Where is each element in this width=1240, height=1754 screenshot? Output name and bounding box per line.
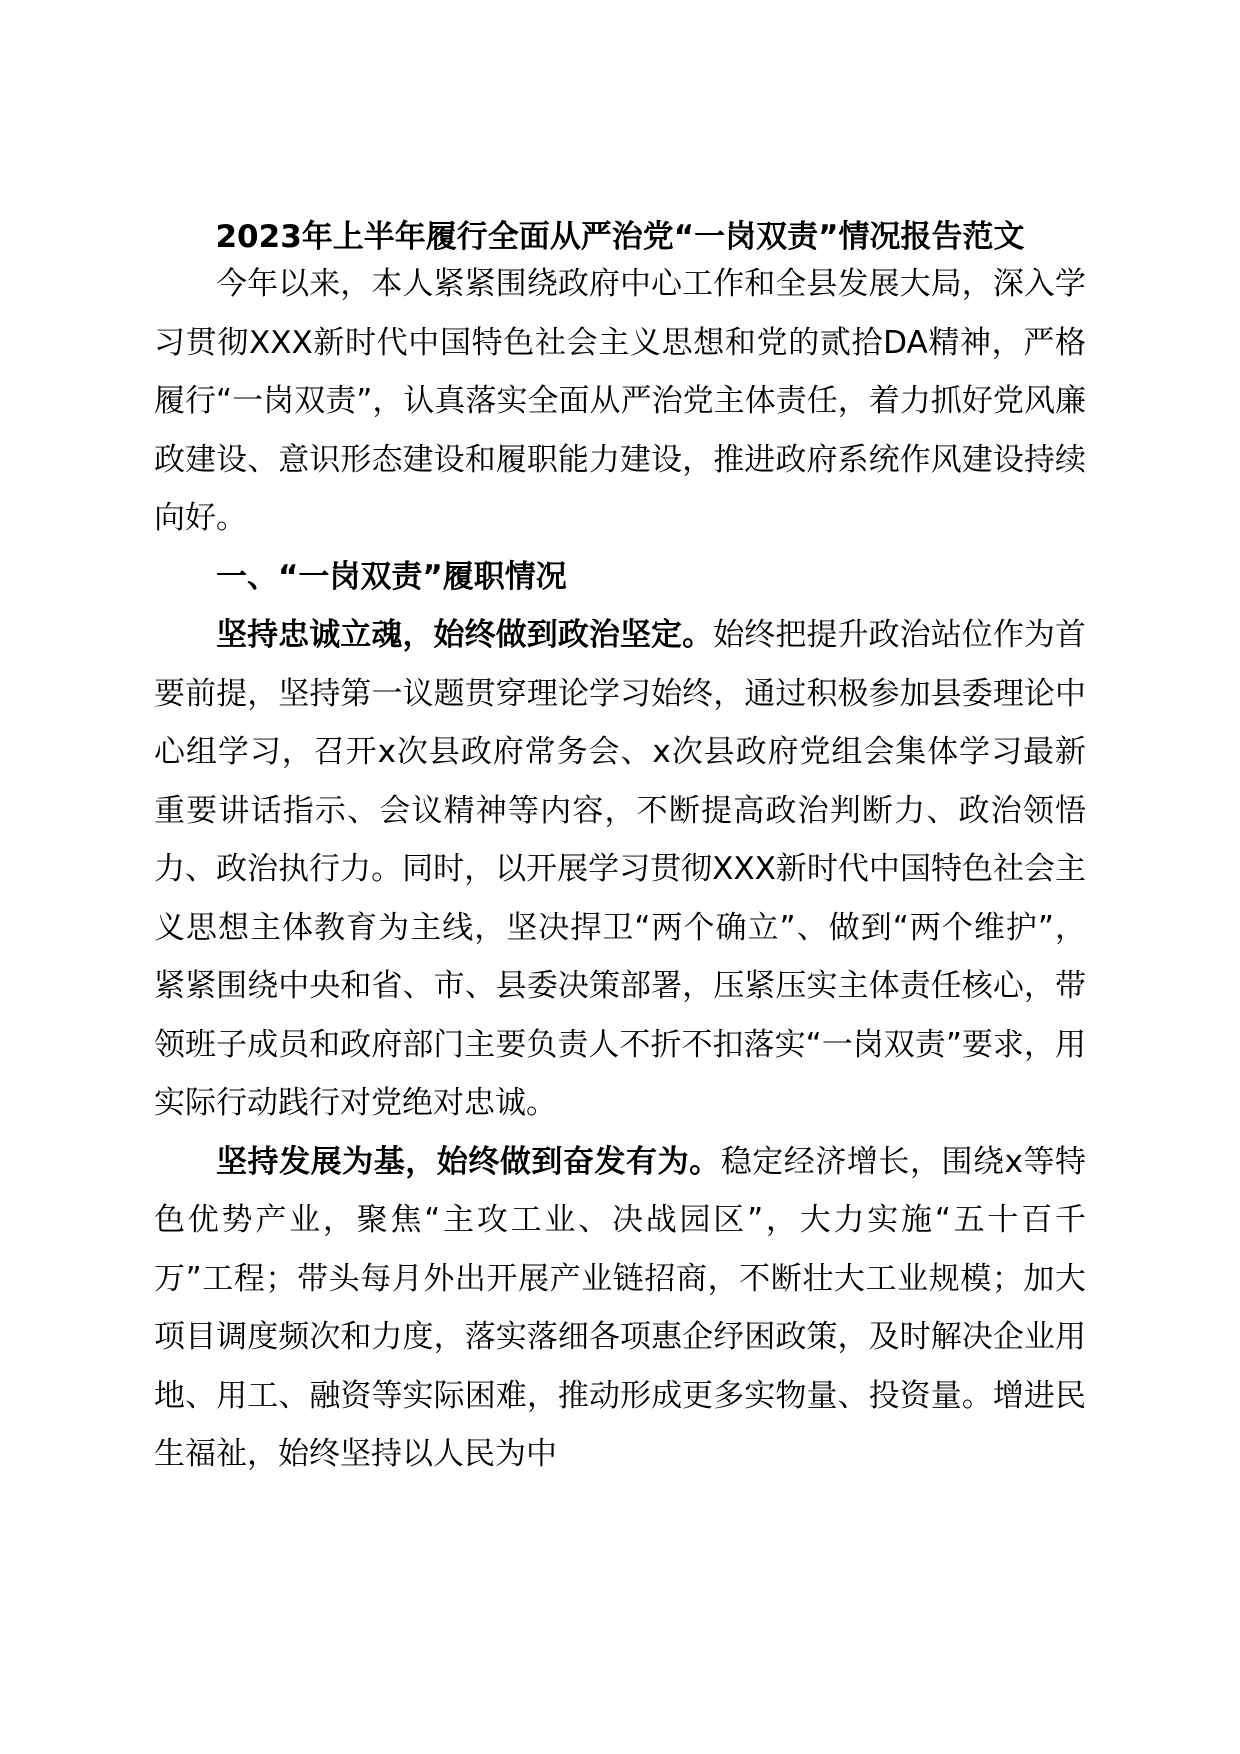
paragraph-lead: 坚持发展为基，始终做到奋发有为。 (216, 1143, 721, 1180)
paragraph-text: 始终把提升政治站位作为首要前提，坚持第一议题贯穿理论学习始终，通过积极参加县委理论中心组学习，召开x次县政府常务会、x次县政府党组会集体学习最新重要讲话指示、会议精神等内容，不断提高政治判断力、政治领悟力、政治执行力。同时，以开展学习贯彻XXX新时代中国特色社会主义思想主体教育为主线，坚决捍卫“两个确立”、做到“两个维护”，紧紧围绕中央和省、市、县委决策部署，压紧压实主体责任核心，带领班子成员和政府部门主要负责人不折不扣落实“一岗双责”要求，用实际行动践行对党绝对忠诚。 (154, 617, 1087, 1121)
intro-paragraph: 今年以来，本人紧紧围绕政府中心工作和全县发展大局，深入学习贯彻XXX新时代中国特色社会主义思想和党的贰拾DA精神，严格履行“一岗双责”，认真落实全面从严治党主体责任，着力抓好党风廉政建设、意识形态建设和履职能力建设，推进政府系统作风建设持续向好。 (154, 266, 1086, 536)
paragraph-development (154, 1133, 1086, 1484)
document-body (154, 255, 1086, 1484)
paragraph-lead: 坚持忠诚立魂，始终做到政治坚定。 (216, 617, 714, 653)
section-heading: 一、“一岗双责”履职情况 (216, 558, 567, 595)
paragraph-loyalty (154, 606, 1086, 1133)
document-title: 2023年上半年履行全面从严治党“一岗双责”情况报告范文 (215, 219, 1025, 255)
paragraph-text: 稳定经济增长，围绕x等特色优势产业，聚焦“主攻工业、决战园区”，大力实施“五十百千万”工程；带头每月外出开展产业链招商，不断壮大工业规模；加大项目调度频次和力度，落实落细各项惠企纾困政策，及时解决企业用地、用工、融资等实际困难，推动形成更多实物量、投资量。增进民生福祉，始终坚持以人民为中 (154, 1143, 1086, 1472)
